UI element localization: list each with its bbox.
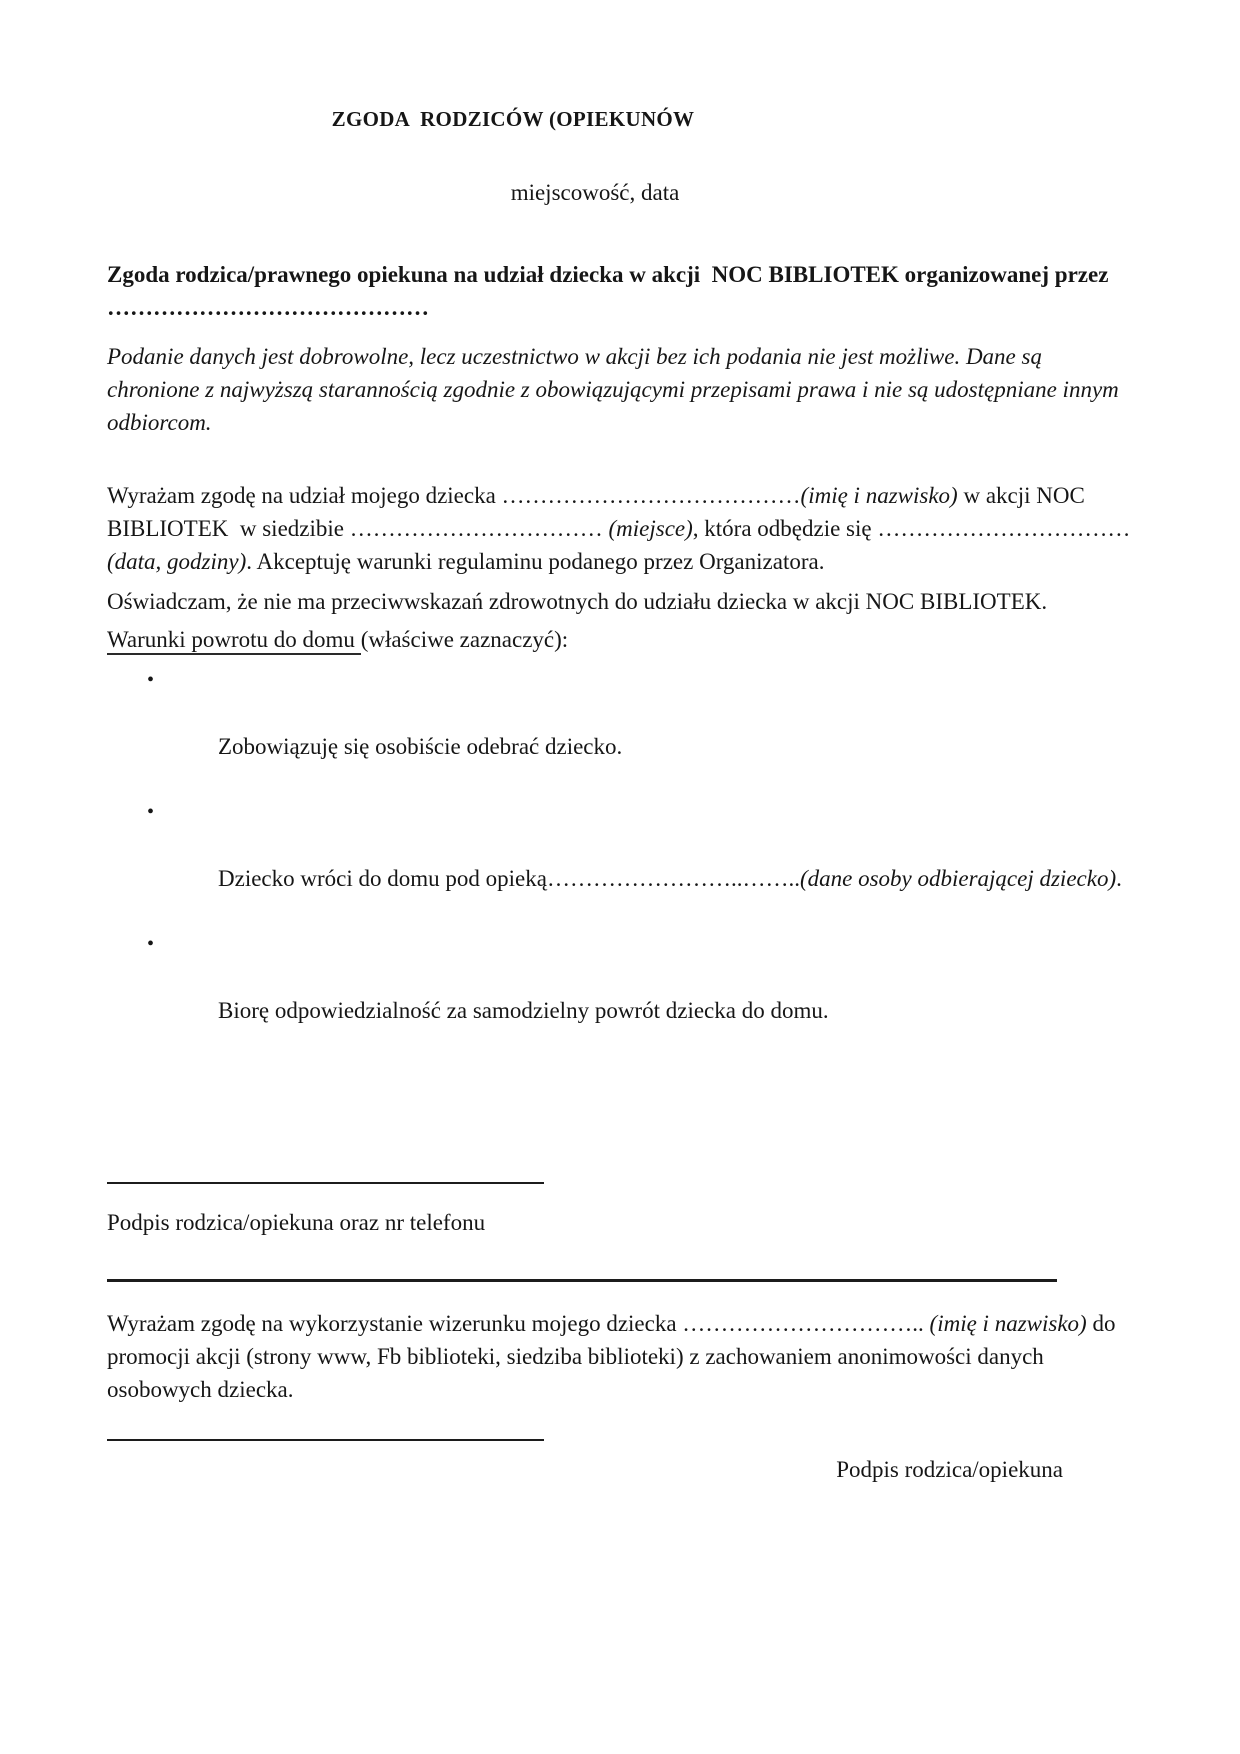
bullet-icon: • — [147, 669, 155, 691]
health-declaration-paragraph — [107, 585, 1133, 618]
text-segment: do promocji akcji (strony www, Fb biblioteki, siedziba biblioteki) z zachowaniem anonimowości danych osobowych dziecka. — [107, 1311, 1122, 1402]
list-item — [107, 796, 1133, 928]
signature-line — [107, 1439, 544, 1441]
signature-caption-phone: Podpis rodzica/opiekuna oraz nr telefonu — [107, 1210, 486, 1235]
return-conditions-list — [107, 664, 1133, 1060]
text-segment: , która odbędzie się …………………………… — [692, 516, 1137, 541]
image-consent-paragraph — [107, 1307, 1133, 1406]
list-item-text — [218, 866, 1122, 891]
document-title: ZGODA RODZICÓW (OPIEKUNÓW — [331, 107, 695, 131]
text-segment: (imię i nazwisko) — [800, 483, 958, 508]
text-segment: Zgoda rodzica/prawnego opiekuna na udział dziecka w akcji NOC BIBLIOTEK organizowanej przez …………………………………… — [107, 262, 1115, 320]
bullet-icon: • — [147, 933, 155, 955]
text-segment: . Akceptuję warunki regulaminu podanego przez Organizatora. — [246, 549, 825, 574]
text-segment: Wyrażam zgodę na wykorzystanie wizerunku mojego dziecka ………………………….. — [107, 1311, 930, 1336]
text-segment: Biorę odpowiedzialność za samodzielny powrót dziecka do domu. — [218, 998, 829, 1023]
list-item — [107, 664, 1133, 796]
text-segment: w akcji NOC BIBLIOTEK w siedzibie …………………………… — [107, 483, 1091, 541]
text-segment: Podanie danych jest dobrowolne, lecz uczestnictwo w akcji bez ich podania nie jest możliwe. Dane są chronione z najwyższą starannością zgodnie z obowiązującymi przepisami prawa i nie są udostępniane innym odbiorcom. — [107, 344, 1125, 435]
text-segment: Oświadczam, że nie ma przeciwwskazań zdrowotnych do udziału dziecka w akcji NOC BIBLIOTEK. — [107, 589, 1048, 614]
participation-consent-paragraph — [107, 479, 1137, 578]
text-segment: Wyrażam zgodę na udział mojego dziecka ………………………………… — [107, 483, 801, 508]
signature-caption: Podpis rodzica/opiekuna — [836, 1457, 1063, 1482]
text-segment: . — [1116, 866, 1122, 891]
list-item — [107, 928, 1133, 1060]
return-conditions-heading — [107, 623, 1133, 656]
list-item-text — [218, 734, 622, 759]
text-segment: (data, godziny) — [107, 549, 247, 574]
text-segment: (imię i nazwisko) — [929, 1311, 1087, 1336]
signature-line — [107, 1182, 544, 1184]
data-privacy-paragraph — [107, 340, 1133, 439]
dateline: miejscowość, data — [510, 180, 680, 205]
bullet-icon: • — [147, 801, 155, 823]
text-segment: (miejsce) — [608, 516, 693, 541]
list-item-text — [218, 998, 829, 1023]
text-segment: (właściwe zaznaczyć): — [360, 627, 569, 652]
text-segment: Zobowiązuję się osobiście odebrać dziecko. — [218, 734, 623, 759]
text-segment: Dziecko wróci do domu pod opieką……………………..…….. — [218, 866, 800, 891]
consent-heading-paragraph — [107, 258, 1133, 324]
text-segment: Warunki powrotu do domu — [107, 627, 361, 655]
signature-line-long — [107, 1279, 1057, 1282]
text-segment: (dane osoby odbierającej dziecko) — [799, 866, 1117, 891]
